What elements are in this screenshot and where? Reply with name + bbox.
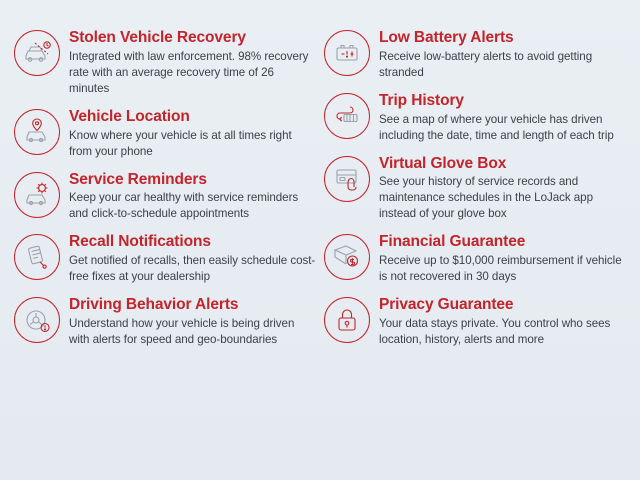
virtual-glove-box-icon: [324, 156, 370, 202]
feature-description: See your history of service records and maintenance schedules in the LoJack app instead of your glove box: [379, 175, 593, 221]
driving-behavior-alerts-icon: [14, 297, 60, 343]
feature-description: Integrated with law enforcement. 98% recovery rate with an average recovery time of 26 minutes: [69, 49, 309, 95]
feature-text: [69, 170, 316, 223]
feature-privacy-guarantee: [324, 295, 626, 358]
feature-trip-history: [324, 91, 626, 154]
feature-title: Driving Behavior Alerts: [69, 296, 239, 314]
feature-description: Understand how your vehicle is being driven with alerts for speed and geo-boundaries: [69, 316, 295, 346]
feature-title: Stolen Vehicle Recovery: [69, 29, 246, 46]
feature-text: [69, 28, 316, 97]
feature-text: [69, 295, 316, 348]
feature-service-reminders: [14, 170, 316, 233]
vehicle-location-icon: [14, 109, 60, 155]
feature-text: [69, 232, 316, 285]
low-battery-alerts-icon: [324, 30, 370, 76]
financial-guarantee-icon: [324, 234, 370, 280]
feature-text: [69, 107, 316, 160]
feature-description: Keep your car healthy with service reminders and click-to-schedule appointments: [69, 191, 299, 221]
feature-text: [379, 91, 626, 144]
feature-text: [379, 232, 626, 285]
feature-title: Virtual Glove Box: [379, 154, 507, 172]
feature-virtual-glove-box: [324, 154, 626, 233]
feature-text: [379, 154, 626, 223]
feature-title: Low Battery Alerts: [379, 29, 514, 46]
feature-title: Vehicle Location: [69, 107, 190, 125]
feature-description: Receive up to $10,000 reimbursement if vehicle is not recovered in 30 days: [379, 254, 622, 284]
feature-stolen-vehicle-recovery: [14, 28, 316, 107]
feature-title: Recall Notifications: [69, 233, 211, 251]
feature-vehicle-location: [14, 107, 316, 170]
feature-recall-notifications: [14, 232, 316, 295]
feature-text: [379, 295, 626, 348]
feature-description: See a map of where your vehicle has driven including the date, time and length of each trip: [379, 112, 614, 142]
feature-financial-guarantee: [324, 232, 626, 295]
feature-title: Trip History: [379, 91, 464, 109]
feature-grid: [14, 26, 626, 462]
trip-history-icon: [324, 93, 370, 139]
feature-title: Service Reminders: [69, 170, 207, 188]
service-reminders-icon: [14, 172, 60, 218]
feature-title: Financial Guarantee: [379, 233, 526, 251]
privacy-guarantee-icon: [324, 297, 370, 343]
feature-description: Get notified of recalls, then easily schedule cost-free fixes at your dealership: [69, 254, 316, 284]
feature-description: Receive low-battery alerts to avoid getting stranded: [379, 49, 593, 79]
recall-notifications-icon: [14, 234, 60, 280]
feature-column-left: [14, 26, 316, 358]
stolen-vehicle-recovery-icon: [14, 30, 60, 76]
feature-column-right: [324, 26, 626, 358]
feature-driving-behavior-alerts: [14, 295, 316, 358]
feature-description: Know where your vehicle is at all times right from your phone: [69, 128, 292, 158]
feature-description: Your data stays private. You control who sees location, history, alerts and more: [379, 316, 611, 346]
feature-low-battery-alerts: [324, 28, 626, 91]
feature-text: [379, 28, 626, 81]
feature-title: Privacy Guarantee: [379, 296, 514, 314]
